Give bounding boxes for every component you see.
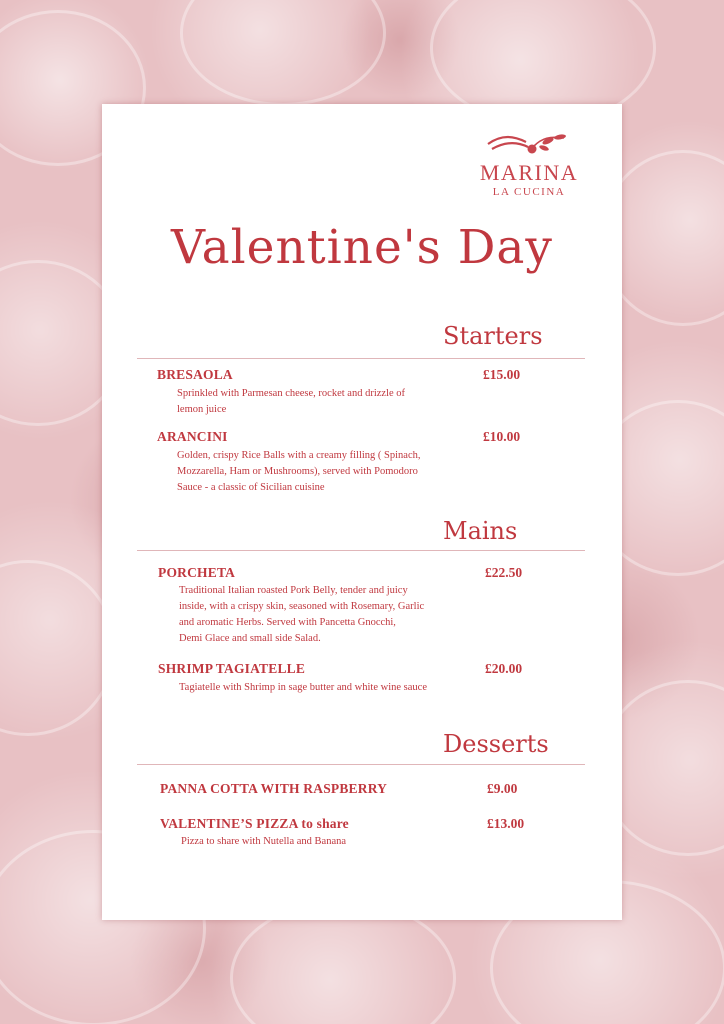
menu-card [102, 104, 622, 920]
menu-item-price: £13.00 [487, 816, 525, 831]
menu-item-name: PANNA COTTA WITH RASPBERRY [160, 781, 388, 796]
menu-item-description: Sprinkled with Parmesan cheese, rocket and drizzle of lemon juice [177, 388, 406, 415]
menu-item-price: £15.00 [483, 367, 521, 382]
menu-item-name: VALENTINE’S PIZZA to share [160, 816, 349, 831]
menu-item-name: SHRIMP TAGIATELLE [158, 661, 306, 676]
page-title: Valentine's Day [170, 220, 553, 275]
olive-branch-icon [484, 132, 574, 158]
section-heading-desserts: Desserts [443, 730, 549, 758]
section-heading-starters: Starters [443, 322, 543, 350]
menu-item-name: PORCHETA [158, 565, 236, 580]
section-divider [137, 358, 585, 359]
section-divider [137, 764, 585, 765]
menu-item-description: Tagiatelle with Shrimp in sage butter and white wine sauce [179, 682, 427, 693]
menu-item-price: £10.00 [483, 429, 521, 444]
menu-item-name: BRESAOLA [157, 367, 233, 382]
menu-item-price: £9.00 [487, 781, 518, 796]
brand-name: MARINA [479, 160, 579, 185]
section-divider [137, 550, 585, 551]
menu-item-name: ARANCINI [157, 429, 228, 444]
menu-item-description: Golden, crispy Rice Balls with a creamy filling ( Spinach, Mozzarella, Ham or Mushrooms), served with Pomodoro Sauce - a classic of Sicilian cuisine [177, 450, 421, 493]
section-heading-mains: Mains [443, 517, 518, 545]
brand-subtitle: LA CUCINA [492, 186, 566, 198]
menu-item-price: £20.00 [485, 661, 523, 676]
menu-item-description: Traditional Italian roasted Pork Belly, tender and juicy inside, with a crispy skin, seasoned with Rosemary, Garlic and aromatic Herbs. Served with Pancetta Gnocchi, Demi Glace and small side Salad. [179, 585, 425, 644]
menu-item-price: £22.50 [485, 565, 523, 580]
brand-logo [464, 132, 594, 202]
menu-item-description: Pizza to share with Nutella and Banana [181, 836, 347, 847]
